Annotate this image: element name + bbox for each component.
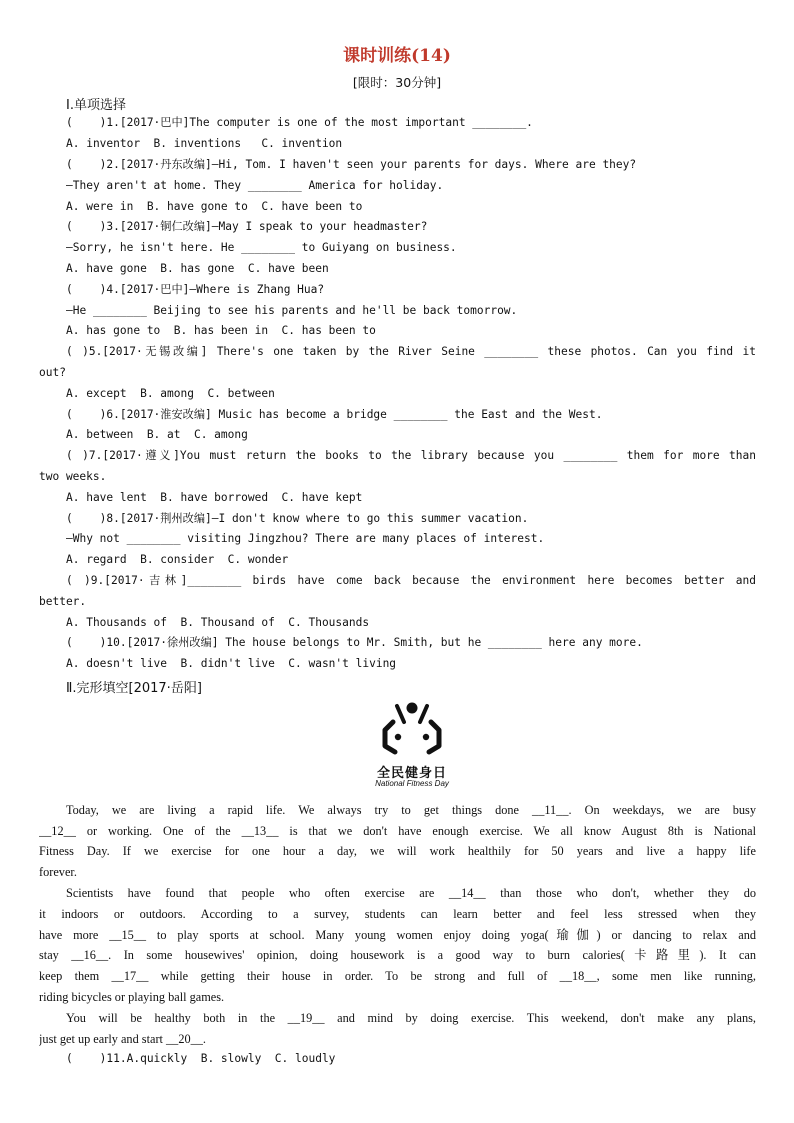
question-line: —They aren't at home. They ________ America for holiday. <box>66 179 444 192</box>
passage-line: riding bicycles or playing ball games. <box>39 990 225 1004</box>
question-line: ( )8.[2017·荆州改编]—I don't know where to go this summer vacation. <box>66 512 529 525</box>
question-line: two weeks. <box>39 470 107 483</box>
logo-chinese-text: 全民健身日 <box>376 766 447 781</box>
option-line: A. regard B. consider C. wonder <box>66 553 289 566</box>
option-line: A. Thousands of B. Thousand of C. Thousands <box>66 616 370 629</box>
passage-line: Scientists have found that people who often exercise are __14__ than those who don't, whether they do <box>66 886 756 900</box>
option-line: A. doesn't live B. didn't live C. wasn't living <box>66 657 397 670</box>
section-heading-single-choice: Ⅰ.单项选择 <box>66 98 126 113</box>
option-line: A. except B. among C. between <box>66 387 275 400</box>
question-line: ( )5.[2017·无锡改编] There's one taken by the River Seine ________ these photos. Can you find it <box>66 345 756 358</box>
section-heading-cloze: Ⅱ.完形填空[2017·岳阳] <box>66 681 202 696</box>
question-line: —He ________ Beijing to see his parents and he'll be back tomorrow. <box>66 304 518 317</box>
time-limit: [限时：30分钟] <box>352 75 442 90</box>
passage-line: Fitness Day. If we exercise for one hour a day, we will work healthily for 50 years and live a happy life <box>39 844 756 858</box>
question-line: ( )11.A.quickly B. slowly C. loudly <box>66 1052 336 1065</box>
passage-line: it indoors or outdoors. According to a survey, students can learn better and feel less stressed when they <box>39 907 756 921</box>
question-line: —Sorry, he isn't here. He ________ to Guiyang on business. <box>66 241 457 254</box>
passage-line: have more __15__ to play sports at school. Many young women enjoy doing yoga(瑜伽) or dancing to relax and <box>39 928 756 942</box>
passage-line: forever. <box>39 865 77 879</box>
passage-line: __12__ or working. One of the __13__ is that we don't have enough exercise. We all know August 8th is National <box>39 824 756 838</box>
logo-english-text: National Fitness Day <box>375 779 449 788</box>
question-line: —Why not ________ visiting Jingzhou? There are many places of interest. <box>66 532 545 545</box>
question-line: ( )7.[2017·遵义]You must return the books to the library because you ________ them for more than <box>66 449 756 462</box>
question-line: ( )6.[2017·淮安改编] Music has become a bridge ________ the East and the West. <box>66 408 603 421</box>
passage-line: keep them __17__ while getting their house in order. To be strong and full of __18__, some men like running, <box>39 969 756 983</box>
option-line: A. inventor B. inventions C. invention <box>66 137 343 150</box>
question-line: ( )2.[2017·丹东改编]—Hi, Tom. I haven't seen your parents for days. Where are they? <box>66 158 637 171</box>
question-line: ( )1.[2017·巴中]The computer is one of the most important ________. <box>66 116 533 129</box>
page-title: 课时训练(14) <box>343 46 451 66</box>
question-line: ( )4.[2017·巴中]—Where is Zhang Hua? <box>66 283 325 296</box>
question-line: better. <box>39 595 87 608</box>
option-line: A. has gone to B. has been in C. has been to <box>66 324 376 337</box>
option-line: A. have lent B. have borrowed C. have kept <box>66 491 363 504</box>
question-line: ( )3.[2017·铜仁改编]—May I speak to your headmaster? <box>66 220 428 233</box>
question-line: ( )9.[2017·吉林]________ birds have come back because the environment here becomes better and <box>66 574 756 587</box>
question-line: ( )10.[2017·徐州改编] The house belongs to Mr. Smith, but he ________ here any more. <box>66 636 643 649</box>
passage-line: stay __16__. In some housewives' opinion, doing housework is a good way to burn calories(卡路里). It can <box>39 948 756 962</box>
question-line: out? <box>39 366 66 379</box>
option-line: A. were in B. have gone to C. have been to <box>66 200 363 213</box>
passage-line: You will be healthy both in the __19__ and mind by doing exercise. This weekend, don't make any plans, <box>66 1011 756 1025</box>
option-line: A. between B. at C. among <box>66 428 248 441</box>
passage-line: Today, we are living a rapid life. We always try to get things done __11__. On weekdays, we are busy <box>66 803 756 817</box>
option-line: A. have gone B. has gone C. have been <box>66 262 329 275</box>
passage-line: just get up early and start __20__. <box>39 1032 206 1046</box>
